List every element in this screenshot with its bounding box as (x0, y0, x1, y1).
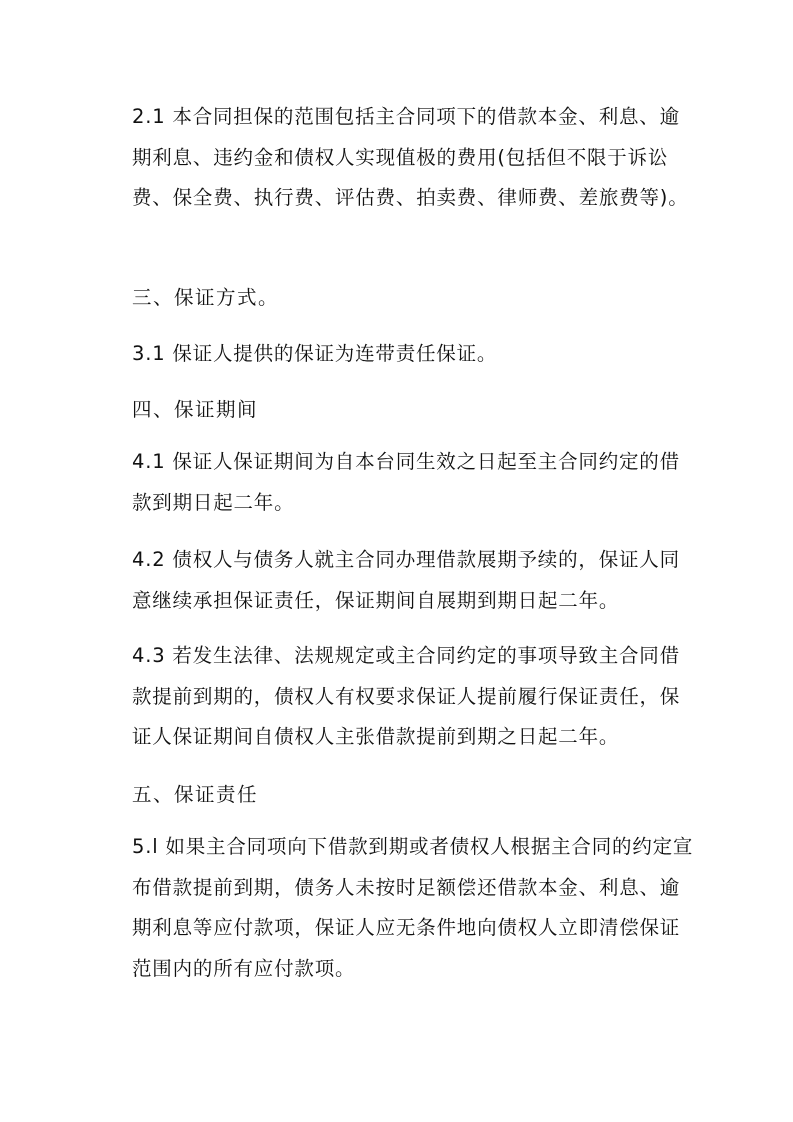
clause-5-1-paragraph: 5.l 如果主合同项向下借款到期或者债权人根据主合同的约定宣布借款提前到期，债务人未按时足额偿还借款本金、利息、逾期利息等应付款项，保证人应无条件地向债权人立即清偿保证范围内的所有应付款项。 (132, 835, 694, 980)
section-4-heading: 四、保证期间 (132, 398, 259, 421)
clause-4-3-paragraph: 4.3 若发生法律、法规规定或主合同约定的事项导致主合同借款提前到期的，债权人有权要求保证人提前履行保证责任，保证人保证期间自债权人主张借款提前到期之日起二年。 (132, 644, 681, 748)
section-3-heading: 三、保证方式。 (132, 286, 280, 309)
clause-2-1-paragraph: 2.1 本合同担保的范围包括主合同项下的借款本金、利息、逾期利息、违约金和债权人实现值极的费用(包括但不限于诉讼费、保全费、执行费、评估费、拍卖费、律师费、差旅费等)。 (132, 105, 689, 209)
clause-4-1-paragraph: 4.1 保证人保证期间为自本台同生效之日起至主合同约定的借款到期日起二年。 (132, 450, 680, 514)
clause-3-1-paragraph: 3.1 保证人提供的保证为连带责任保证。 (132, 342, 498, 365)
clause-4-2-paragraph: 4.2 债权人与债务人就主合同办理借款展期予续的，保证人同意继续承担保证责任，保证期间自展期到期日起二年。 (132, 548, 680, 612)
section-5-heading: 五、保证责任 (132, 783, 259, 806)
